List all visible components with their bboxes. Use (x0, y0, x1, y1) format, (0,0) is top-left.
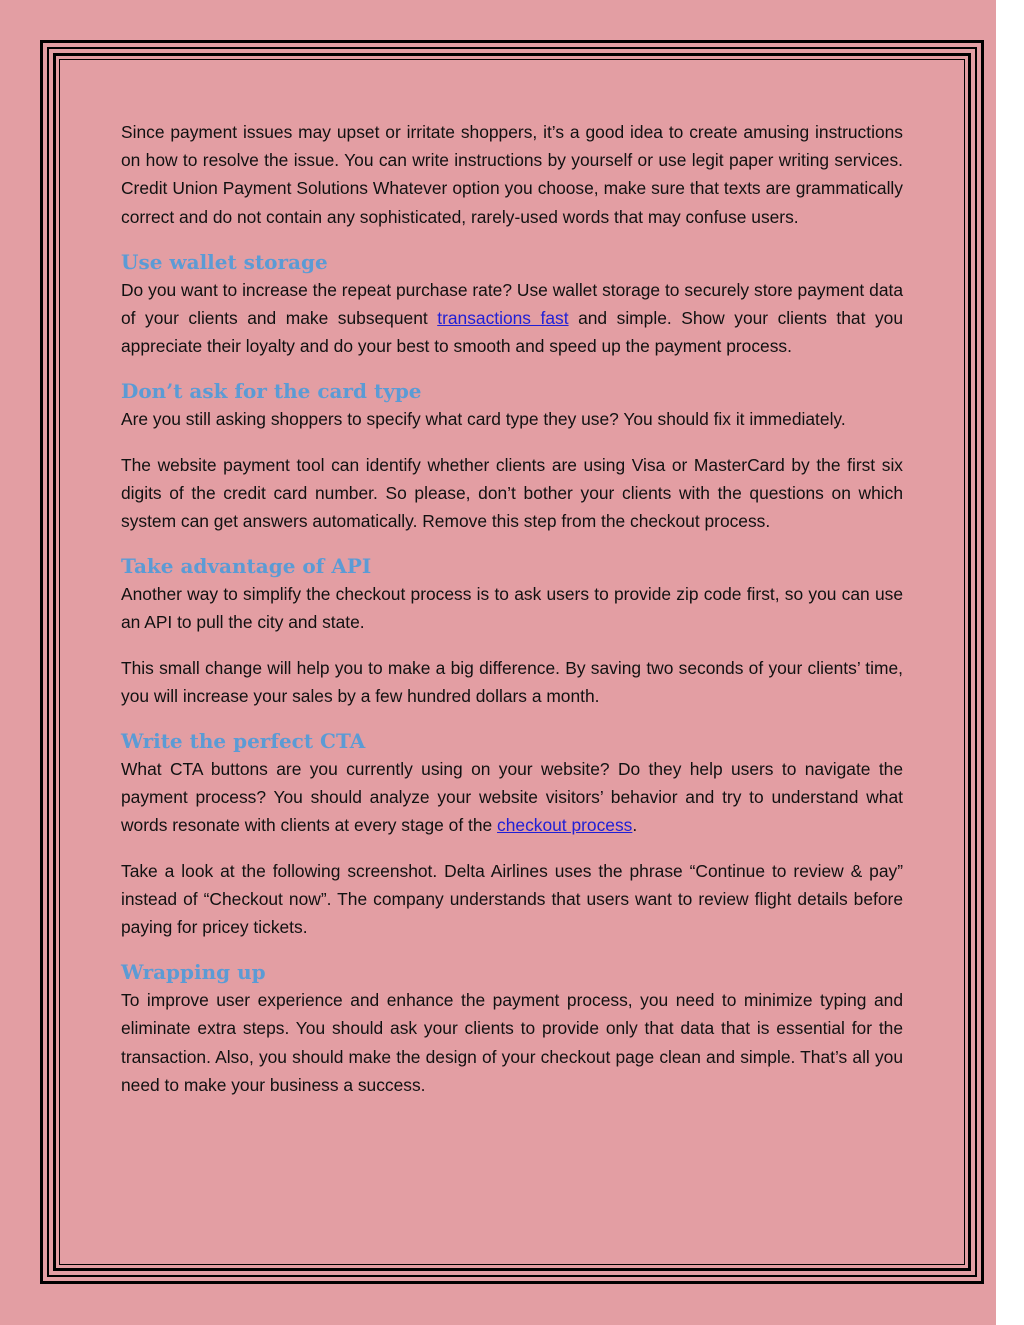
paragraph-text: Do you want to increase the repeat purchase rate? Use wallet storage to securely store payment data of your clients and make subsequent (121, 279, 903, 329)
section-card-type (121, 377, 903, 535)
section-heading: Wrapping up (121, 960, 266, 985)
paragraph-text: and simple. Show your clients that you appreciate their loyalty and do your best to smooth and speed up the payment process. (121, 308, 903, 357)
paragraph-text: . (632, 815, 638, 836)
paragraph-text: What CTA buttons are you currently using on your website? Do they help users to navigate the payment process? You should analyze your website visitors’ behavior and try to understand what words resonate with clients at every stage of the (121, 759, 903, 836)
intro-paragraph: Since payment issues may upset or irritate shoppers, it’s a good idea to create amusing instructions on how to resolve the issue. You can write instructions by yourself or use legit paper writing services. Credit Union Payment Solutions Whatever option you choose, make sure that texts are grammatically correct and do not contain any sophisticated, rarely-used words that may confuse users. (121, 122, 903, 227)
section-wallet-storage (121, 248, 903, 361)
section-perfect-cta (121, 727, 903, 941)
section-heading: Use wallet storage (121, 249, 328, 274)
section-paragraph (121, 755, 903, 840)
section-heading: Don’t ask for the card type (121, 379, 422, 404)
section-api (121, 552, 903, 710)
section-paragraph: To improve user experience and enhance the payment process, you need to minimize typing and eliminate extra steps. You should ask your clients to provide only that data that is essential for the transaction. Also, you should make the design of your checkout page clean and simple. That’s all you need to make your business a success. (121, 990, 903, 1095)
section-paragraph (121, 276, 903, 361)
section-heading: Take advantage of API (121, 554, 372, 579)
section-wrapping-up (121, 958, 903, 1099)
section-paragraph: Take a look at the following screenshot. Delta Airlines uses the phrase “Continue to review & pay” instead of “Checkout now”. The company understands that users want to review flight details before paying for pricey tickets. (121, 860, 903, 938)
document-body (121, 118, 903, 1116)
section-heading: Write the perfect CTA (121, 729, 366, 754)
transactions-fast-link[interactable]: transactions fast (437, 308, 569, 329)
section-paragraph: This small change will help you to make a big difference. By saving two seconds of your clients’ time, you will increase your sales by a few hundred dollars a month. (121, 657, 903, 706)
checkout-process-link[interactable]: checkout process (497, 815, 633, 836)
section-paragraph: Another way to simplify the checkout process is to ask users to provide zip code first, so you can use an API to pull the city and state. (121, 584, 903, 633)
section-paragraph: The website payment tool can identify whether clients are using Visa or MasterCard by the first six digits of the credit card number. So please, don’t bother your clients with the questions on which system can get answers automatically. Remove this step from the checkout process. (121, 454, 903, 532)
section-paragraph: Are you still asking shoppers to specify what card type they use? You should fix it immediately. (121, 409, 846, 430)
